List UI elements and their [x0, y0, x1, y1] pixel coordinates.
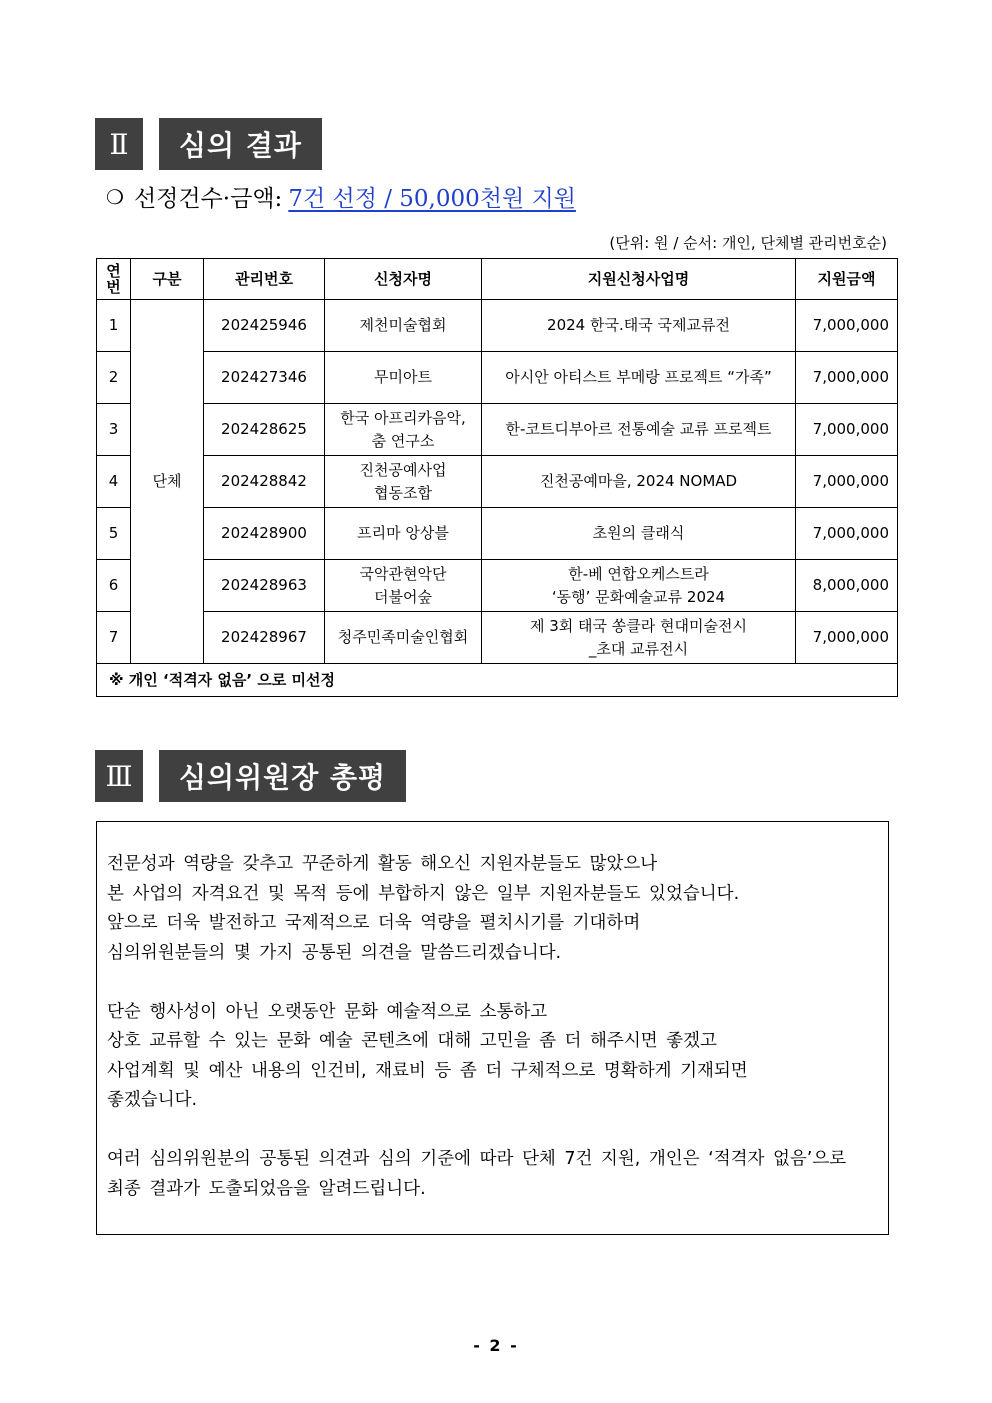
row-applicant: 제천미술협회 — [325, 300, 482, 352]
summary-label: 선정건수·금액: — [133, 186, 283, 212]
review-line: 전문성과 역량을 갖추고 꾸준하게 활동 해오신 지원자분들도 많았으나 — [107, 854, 658, 874]
table-header-row — [97, 259, 898, 300]
results-table — [96, 258, 898, 697]
row-id: 202428963 — [204, 560, 325, 612]
row-applicant: 청주민족미술인협회 — [325, 612, 482, 664]
row-no: 3 — [97, 404, 131, 456]
row-project: 2024 한국.태국 국제교류전 — [482, 300, 796, 352]
row-project: 제 3회 태국 쏭클라 현대미술전시 _초대 교류전시 — [482, 612, 796, 664]
row-no: 4 — [97, 456, 131, 508]
table-note-row — [97, 664, 898, 697]
row-id: 202428900 — [204, 508, 325, 560]
column-header-applicant: 신청자명 — [325, 259, 482, 300]
table-row — [97, 508, 898, 560]
row-no: 7 — [97, 612, 131, 664]
row-amount: 7,000,000 — [796, 612, 898, 664]
category-cell: 단체 — [131, 300, 204, 664]
table-row — [97, 404, 898, 456]
table-row — [97, 300, 898, 352]
review-line: 최종 결과가 도출되었음을 알려드립니다. — [107, 1178, 426, 1199]
table-row — [97, 352, 898, 404]
row-id: 202428842 — [204, 456, 325, 508]
row-applicant: 프리마 앙상블 — [325, 508, 482, 560]
review-line: 단순 행사성이 아닌 오랫동안 문화 예술적으로 소통하고 — [107, 1001, 548, 1022]
section-3-number: Ⅲ — [95, 750, 143, 802]
row-id: 202427346 — [204, 352, 325, 404]
row-id: 202425946 — [204, 300, 325, 352]
row-applicant: 진천공예사업 협동조합 — [325, 456, 482, 508]
section-2-number: Ⅱ — [95, 118, 143, 170]
column-header-category: 구분 — [131, 259, 204, 300]
review-line: 심의위원분들의 몇 가지 공통된 의견을 말씀드리겠습니다. — [107, 942, 562, 963]
row-project: 초원의 클래식 — [482, 508, 796, 560]
chair-review-box — [96, 821, 889, 1235]
review-paragraph — [107, 850, 878, 968]
review-paragraph — [107, 998, 878, 1116]
column-header-no: 연번 — [97, 259, 131, 300]
review-line: 여러 심의위원분의 공통된 의견과 심의 기준에 따라 단체 7건 지원, 개인은 ‘적격자 없음’으로 — [107, 1149, 847, 1169]
unit-note: (단위: 원 / 순서: 개인, 단체별 관리번호순) — [609, 234, 887, 252]
review-line: 본 사업의 자격요건 및 목적 등에 부합하지 않은 일부 지원자분들도 있었습니다. — [107, 883, 740, 904]
row-no: 2 — [97, 352, 131, 404]
section-2-title: 심의 결과 — [159, 118, 322, 170]
column-header-project: 지원신청사업명 — [482, 259, 796, 300]
row-no: 5 — [97, 508, 131, 560]
row-project: 한-베 연합오케스트라 ‘동행’ 문화예술교류 2024 — [482, 560, 796, 612]
row-id: 202428625 — [204, 404, 325, 456]
selection-summary — [106, 180, 576, 213]
column-header-amount: 지원금액 — [796, 259, 898, 300]
table-note: ※ 개인 ‘적격자 없음’ 으로 미선정 — [97, 664, 898, 697]
row-project: 아시안 아티스트 부메랑 프로젝트 “가족” — [482, 352, 796, 404]
row-amount: 7,000,000 — [796, 300, 898, 352]
row-amount: 7,000,000 — [796, 404, 898, 456]
row-amount: 7,000,000 — [796, 352, 898, 404]
page-number: - 2 - — [473, 1336, 519, 1355]
circle-bullet-icon: ❍ — [106, 184, 124, 209]
section-2-header — [95, 118, 322, 170]
review-line: 상호 교류할 수 있는 문화 예술 콘텐츠에 대해 고민을 좀 더 해주시면 좋겠고 — [107, 1031, 717, 1051]
row-amount: 7,000,000 — [796, 508, 898, 560]
table-row — [97, 456, 898, 508]
row-applicant: 국악관현악단 더불어숲 — [325, 560, 482, 612]
section-3-header — [95, 750, 406, 802]
table-row — [97, 612, 898, 664]
summary-value: 7건 선정 / 50,000천원 지원 — [288, 186, 576, 212]
section-3-title: 심의위원장 총평 — [159, 750, 406, 802]
review-paragraph — [107, 1145, 878, 1204]
row-applicant: 무미아트 — [325, 352, 482, 404]
row-id: 202428967 — [204, 612, 325, 664]
row-no: 1 — [97, 300, 131, 352]
review-line: 좋겠습니다. — [107, 1090, 198, 1110]
review-line: 앞으로 더욱 발전하고 국제적으로 더욱 역량을 펼치시기를 기대하며 — [107, 913, 641, 933]
row-applicant: 한국 아프리카음악, 춤 연구소 — [325, 404, 482, 456]
row-project: 한-코트디부아르 전통예술 교류 프로젝트 — [482, 404, 796, 456]
table-row — [97, 560, 898, 612]
row-project: 진천공예마을, 2024 NOMAD — [482, 456, 796, 508]
row-no: 6 — [97, 560, 131, 612]
column-header-id: 관리번호 — [204, 259, 325, 300]
review-line: 사업계획 및 예산 내용의 인건비, 재료비 등 좀 더 구체적으로 명확하게 기재되면 — [107, 1060, 748, 1081]
row-amount: 7,000,000 — [796, 456, 898, 508]
row-amount: 8,000,000 — [796, 560, 898, 612]
